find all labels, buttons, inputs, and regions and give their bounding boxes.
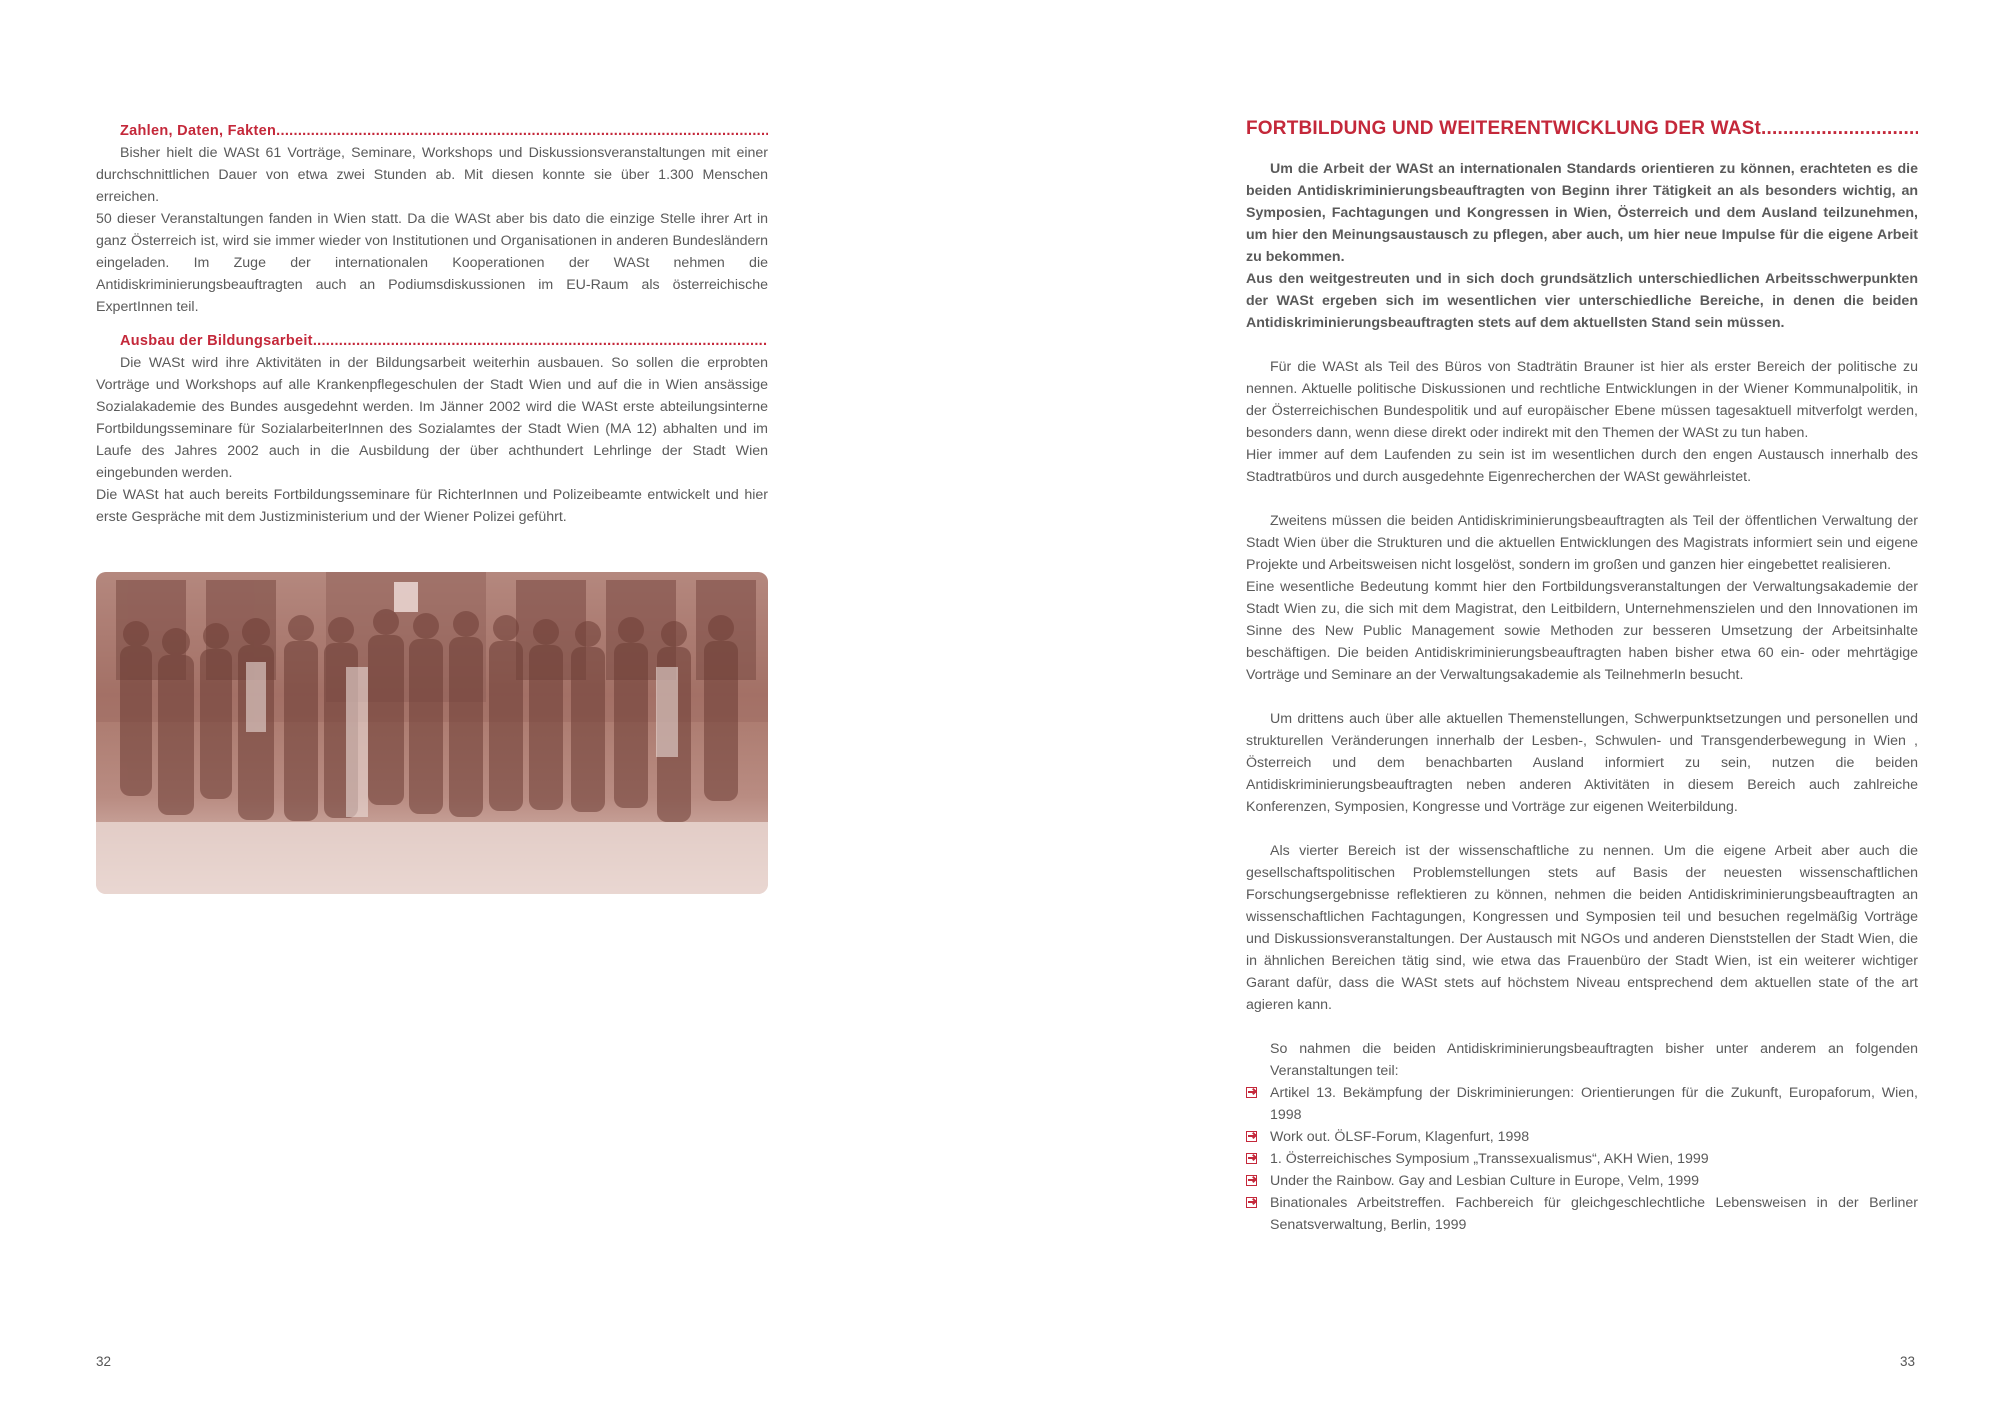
intro-bold-paragraph: Aus den weitgestreuten und in sich doch grundsätzlich unterschiedlichen Arbeitsschwerpunkten der WASt ergeben sich im wesentlichen vier unterschiedliche Bereiche, in denen die beiden Antidiskriminierungsbeauftragten stets auf dem aktuellsten Stand sein müssen. xyxy=(1246,271,1918,331)
right-page xyxy=(1246,0,1918,1415)
arrow-box-icon xyxy=(1246,1197,1257,1208)
paragraph: Hier immer auf dem Laufenden zu sein ist im wesentlichen durch den engen Austausch innerhalb des Stadtratbüros und durch ausgedehnte Eigenrecherchen der WASt gewährleistet. xyxy=(1246,447,1918,485)
page-number-left: 32 xyxy=(96,1354,112,1369)
paragraph: Bisher hielt die WASt 61 Vorträge, Seminare, Workshops und Diskussionsveranstaltungen mit einer durchschnittlichen Dauer von etwa zwei Stunden ab. Mit diesen konnte sie über 1.300 Menschen erreichen. xyxy=(96,145,768,205)
paragraph: Die WASt wird ihre Aktivitäten in der Bildungsarbeit weiterhin ausbauen. So sollen die erprobten Vorträge und Workshops auf alle Krankenpflegeschulen der Stadt Wien und auf die in Wien ansässige Sozialakademie des Bundes ausgedehnt werden. Im Jänner 2002 wird die WASt erste abteilungsinterne Fortbildungsseminare für SozialarbeiterInnen des Sozialamtes der Stadt Wien (MA 12) abhalten und im Laufe des Jahres 2002 auch in die Ausbildung der über achthundert Lehrlinge der Stadt Wien eingebunden werden. xyxy=(96,355,768,481)
list-intro: So nahmen die beiden Antidiskriminierungsbeauftragten bisher unter anderem an folgenden Veranstaltungen teil: xyxy=(1270,1041,1918,1079)
section-heading-bildungsarbeit: Ausbau der Bildungsarbeit ..... xyxy=(96,330,768,352)
arrow-box-icon xyxy=(1246,1153,1257,1164)
paragraph: Die WASt hat auch bereits Fortbildungsseminare für RichterInnen und Polizeibeamte entwickelt und hier erste Gespräche mit dem Justizministerium und der Wiener Polizei geführt. xyxy=(96,487,768,525)
paragraph: Eine wesentliche Bedeutung kommt hier den Fortbildungsveranstaltungen der Verwaltungsakademie der Stadt Wien zu, die sich mit dem Magistrat, den Leitbildern, Unternehmenszielen und den Innovationen im Sinne des New Public Management sowie Methoden zur besseren Umsetzung der Arbeitsinhalte beschäftigen. Die beiden Antidiskriminierungsbeauftragten haben bisher etwa 60 ein- oder mehrtägige Vorträge und Seminare an der Verwaltungsakademie als TeilnehmerIn besucht. xyxy=(1246,579,1918,683)
left-page xyxy=(96,0,768,1415)
section-heading-zahlen: Zahlen, Daten, Fakten ..... xyxy=(96,120,768,142)
list-item: Binationales Arbeitstreffen. Fachbereich für gleichgeschlechtliche Lebensweisen in der Berliner Senatsverwaltung, Berlin, 1999 xyxy=(1246,1192,1918,1236)
page-number-right: 33 xyxy=(1900,1354,1916,1369)
paragraph: Für die WASt als Teil des Büros von Stadträtin Brauner ist hier als erster Bereich der politische zu nennen. Aktuelle politische Diskussionen und rechtliche Entwicklungen in der Wiener Kommunalpolitik, in der Österreichischen Bundespolitik und auf europäischer Ebene müssen tagesaktuell mitverfolgt werden, besonders dann, wenn diese direkt oder indirekt mit den Themen der WASt zu tun haben. xyxy=(1246,359,1918,441)
list-item: Under the Rainbow. Gay and Lesbian Culture in Europe, Velm, 1999 xyxy=(1246,1170,1918,1192)
list-item: Work out. ÖLSF-Forum, Klagenfurt, 1998 xyxy=(1246,1126,1918,1148)
arrow-box-icon xyxy=(1246,1175,1257,1186)
intro-bold-paragraph: Um die Arbeit der WASt an internationalen Standards orientieren zu können, erachteten es die beiden Antidiskriminierungsbeauftragten von Beginn ihrer Tätigkeit an als besonders wichtig, an Symposien, Fachtagungen und Kongressen in Wien, Österreich und dem Ausland teilzunehmen, um hier den Meinungsaustausch zu pflegen, aber auch, um hier neue Impulse für die eigene Arbeit zu bekommen. xyxy=(1246,161,1918,265)
paragraph: 50 dieser Veranstaltungen fanden in Wien statt. Da die WASt aber bis dato die einzige Stelle ihrer Art in ganz Österreich ist, wird sie immer wieder von Institutionen und Organisationen in anderen Bundesländern eingeladen. Im Zuge der internationalen Kooperationen der WASt nehmen die Antidiskriminierungsbeauftragten auch an Podiumsdiskussionen im EU-Raum als österreichische ExpertInnen teil. xyxy=(96,211,768,315)
paragraph: Um drittens auch über alle aktuellen Themenstellungen, Schwerpunktsetzungen und personellen und strukturellen Veränderungen innerhalb der Lesben-, Schwulen- und Transgenderbewegung in Wien , Österreich und dem benachbarten Ausland informiert zu sein, nutzen die beiden Antidiskriminierungsbeauftragten neben anderen Aktivitäten in diesem Bereich auch zahlreiche Konferenzen, Symposien, Kongresse und Vorträge zur eigenen Weiterbildung. xyxy=(1246,711,1918,815)
paragraph: Als vierter Bereich ist der wissenschaftliche zu nennen. Um die eigene Arbeit aber auch die gesellschaftspolitischen Problemstellungen stets auf Basis der neuesten wissenschaftlichen Forschungsergebnisse reflektieren zu können, nehmen die beiden Antidiskriminierungsbeauftragten an wissenschaftlichen Fachtagungen, Kongressen und Symposien teil und besuchen regelmäßig Vorträge und Diskussionsveranstaltungen. Der Austausch mit NGOs und anderen Dienststellen der Stadt Wien, die in ähnlichen Bereichen tätig sind, wie etwa das Frauenbüro der Stadt Wien, ist ein weiterer wichtiger Garant dafür, dass die WASt stets auf höchstem Niveau entsprechend dem aktuellen state of the art agieren kann. xyxy=(1246,843,1918,1013)
list-item: Artikel 13. Bekämpfung der Diskriminierungen: Orientierungen für die Zukunft, Europaforum, Wien, 1998 xyxy=(1246,1082,1918,1126)
arrow-box-icon xyxy=(1246,1087,1257,1098)
list-item: 1. Österreichisches Symposium „Transsexualismus“, AKH Wien, 1999 xyxy=(1246,1148,1918,1170)
arrow-box-icon xyxy=(1246,1131,1257,1142)
page-title: FORTBILDUNG UND WEITERENTWICKLUNG DER WASt ..... xyxy=(1246,116,1918,142)
event-list xyxy=(1246,1082,1918,1236)
paragraph: Zweitens müssen die beiden Antidiskriminierungsbeauftragten als Teil der öffentlichen Verwaltung der Stadt Wien über die Strukturen und die aktuellen Entwicklungen des Magistrats informiert sein und eigene Projekte und Arbeitsweisen nicht losgelöst, sondern im großen und ganzen hier eingebettet realisieren. xyxy=(1246,513,1918,573)
group-photo xyxy=(96,572,768,894)
